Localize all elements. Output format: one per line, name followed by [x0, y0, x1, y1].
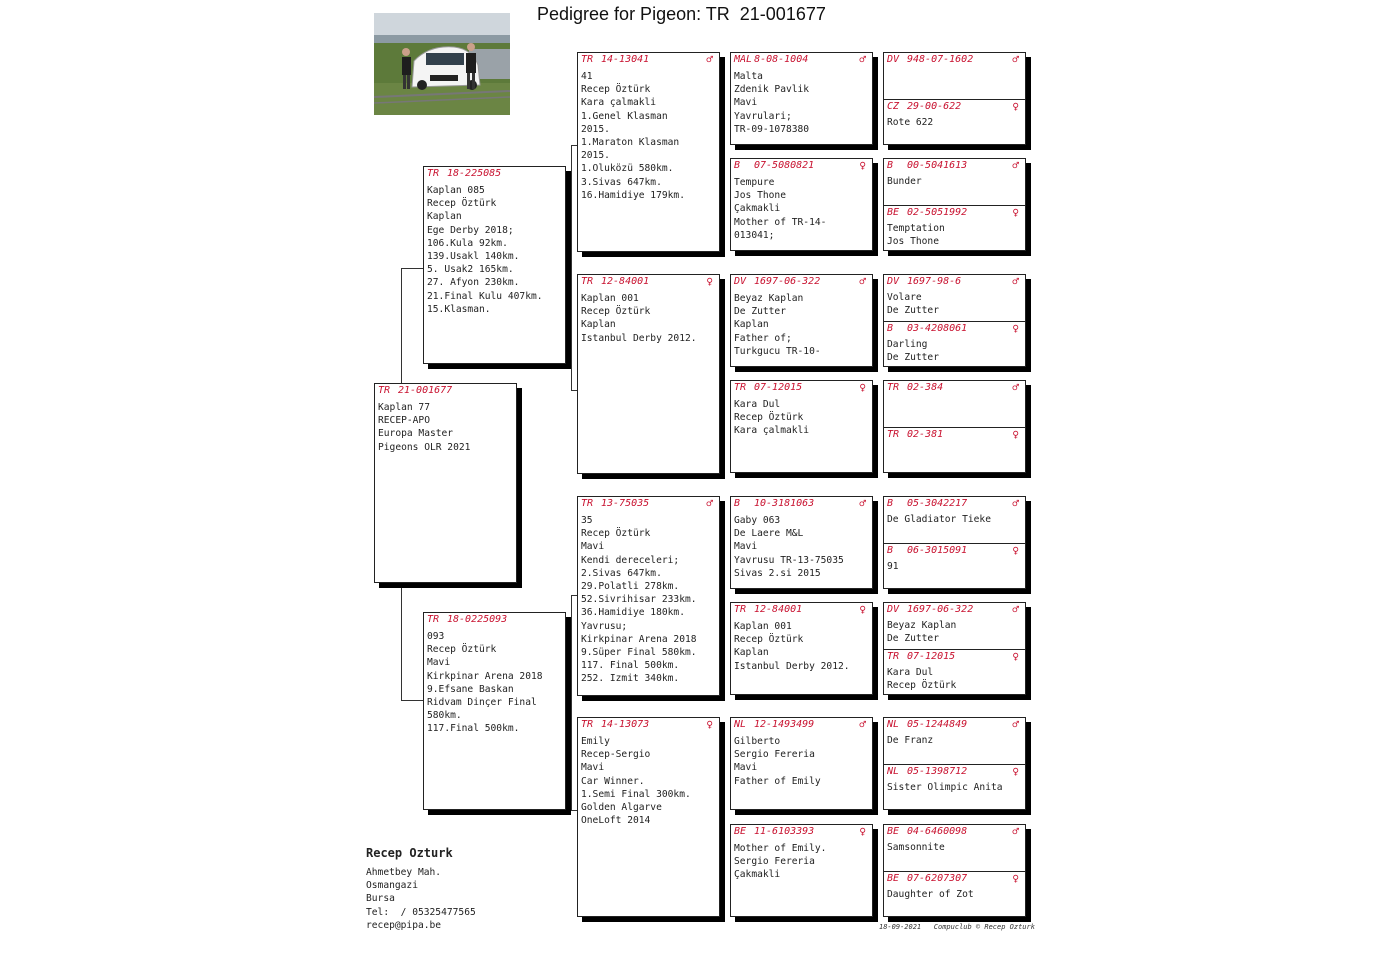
owner-address-line: Osmangazi [366, 880, 418, 892]
pedigree-box-sire [423, 166, 566, 364]
footer-credit: 18-09-2021 Compuclub © Recep Ozturk [879, 923, 1035, 931]
female-icon: ♀ [1012, 322, 1019, 335]
pedigree-box-gen3: NL 12-1493499 ♂ Gilberto Sergio Fereria Mavi Father of Emily [730, 717, 873, 810]
male-icon: ♂ [859, 53, 866, 66]
pedigree-pair-gen4: B 05-3042217 ♂ De Gladiator Tieke B 06-3015091 ♀ 91 [883, 496, 1026, 589]
pedigree-box-gen3: B 10-3181063 ♂ Gaby 063 De Laere M&L Mavi Yavrusu TR-13-75035 Sivas 2.si 2015 [730, 496, 873, 589]
female-icon: ♀ [1012, 765, 1019, 778]
female-icon: ♀ [1012, 100, 1019, 113]
male-icon: ♂ [1012, 825, 1019, 838]
owner-name: Recep Ozturk [366, 846, 453, 860]
male-icon: ♂ [859, 497, 866, 510]
pedigree-box-dam-sire: TR 13-75035 ♂ 35 Recep Öztürk Mavi Kendi dereceleri; 2.Sivas 647km. 29.Polatli 278km. 52.Sivrihisar 233km. 36.Hamidiye 180km. Yavrusu; Kirkpinar Arena 2018 9.Süper Final 580km. 117. Final 500km. 252. Izmit 340km. [577, 496, 720, 696]
female-icon: ♀ [1012, 872, 1019, 885]
pigeon-details: Kaplan 085 Recep Öztürk Kaplan Ege Derby 2018; 106.Kula 92km. 139.Usakl 140km. 5. Usak2 165km. 27. Afyon 230km. 21.Final Kulu 407km. 15.Klasman. [427, 185, 543, 315]
ring-number: 21-001677 [398, 385, 453, 396]
male-icon: ♂ [1012, 381, 1019, 394]
female-icon: ♀ [859, 825, 866, 838]
pedigree-box-subject [374, 383, 517, 583]
owner-address-line: Ahmetbey Mah. [366, 867, 442, 878]
page-title: Pedigree for Pigeon: TR 21-001677 [537, 4, 826, 24]
connector-line [571, 145, 572, 390]
connector-line [401, 582, 402, 700]
male-icon: ♂ [706, 53, 713, 66]
pedigree-pair-gen4: DV 948-07-1602 ♂ CZ 29-00-622 ♀ Rote 622 [883, 52, 1026, 145]
pedigree-pair-gen4: DV 1697-98-6 ♂ Volare De Zutter B 03-4208061 ♀ Darling De Zutter [883, 274, 1026, 367]
pedigree-box-gen3: TR 07-12015 ♀ Kara Dul Recep Öztürk Kara çalmakli [730, 380, 873, 473]
female-icon: ♀ [859, 381, 866, 394]
pedigree-pair-gen4: DV 1697-06-322 ♂ Beyaz Kaplan De Zutter TR 07-12015 ♀ Kara Dul Recep Öztürk [883, 602, 1026, 695]
male-icon: ♂ [1012, 275, 1019, 288]
pedigree-box-dam [423, 612, 566, 810]
female-icon: ♀ [1012, 650, 1019, 663]
connector-line [401, 268, 423, 269]
male-icon: ♂ [1012, 159, 1019, 172]
female-icon: ♀ [859, 603, 866, 616]
male-icon: ♂ [706, 497, 713, 510]
male-icon: ♂ [1012, 603, 1019, 616]
pedigree-box-gen3: TR 12-84001 ♀ Kaplan 001 Recep Öztürk Kaplan Istanbul Derby 2012. [730, 602, 873, 695]
ring-header: TR 13-75035 ♂ [581, 497, 713, 510]
ring-header: TR 18-0225093 [427, 614, 508, 625]
male-icon: ♂ [859, 718, 866, 731]
male-icon: ♂ [859, 275, 866, 288]
male-icon: ♂ [1012, 497, 1019, 510]
female-icon: ♀ [1012, 544, 1019, 557]
pedigree-box-dam-dam: TR 14-13073 ♀ Emily Recep-Sergio Mavi Car Winner. 1.Semi Final 300km. Golden Algarve OneLoft 2014 [577, 717, 720, 917]
pedigree-box-sire-dam: TR 12-84001 ♀ Kaplan 001 Recep Öztürk Kaplan Istanbul Derby 2012. [577, 274, 720, 474]
pedigree-pair-gen4: NL 05-1244849 ♂ De Franz NL 05-1398712 ♀ Sister Olimpic Anita [883, 717, 1026, 810]
country-code: TR [378, 385, 391, 396]
male-icon: ♂ [1012, 53, 1019, 66]
owner-email[interactable]: recep@pipa.be [366, 919, 442, 931]
female-icon: ♀ [706, 275, 713, 288]
ring-header [375, 384, 516, 398]
connector-line [571, 595, 572, 810]
pedigree-box-gen3: B 07-5080821 ♀ Tempure Jos Thone Çakmakli Mother of TR-14- 013041; [730, 158, 873, 251]
pedigree-box-sire-sire: TR 14-13041 ♂ 41 Recep Öztürk Kara çalmakli 1.Genel Klasman 2015. 1.Maraton Klasman 2015. 1.Oluközü 580km. 3.Sivas 647km. 16.Hamidiye 179km. [577, 52, 720, 252]
owner-contact-block [366, 846, 476, 932]
female-icon: ♀ [1012, 206, 1019, 219]
pedigree-pair-gen4: B 00-5041613 ♂ Bunder BE 02-5051992 ♀ Temptation Jos Thone [883, 158, 1026, 251]
female-icon: ♀ [706, 718, 713, 731]
pedigree-box-gen3: DV 1697-06-322 ♂ Beyaz Kaplan De Zutter Kaplan Father of; Turkgucu TR-10- [730, 274, 873, 367]
pedigree-box-gen3: BE 11-6103393 ♀ Mother of Emily. Sergio Fereria Çakmakli [730, 824, 873, 917]
connector-line [401, 268, 402, 384]
pigeon-details: 093 Recep Öztürk Mavi Kirkpinar Arena 2018 9.Efsane Baskan Ridvam Dinçer Final 580km. 117.Final 500km. [427, 631, 543, 735]
pigeon-owner-photo [374, 13, 510, 115]
female-icon: ♀ [859, 159, 866, 172]
pedigree-pair-gen4: TR 02-384 ♂ TR 02-381 ♀ [883, 380, 1026, 473]
ring-header: TR 14-13041 ♂ [581, 53, 713, 66]
female-icon: ♀ [1012, 428, 1019, 441]
ring-header: TR 12-84001 ♀ [581, 275, 713, 288]
owner-phone: Tel: / 05325477565 [366, 906, 476, 918]
male-icon: ♂ [1012, 718, 1019, 731]
pedigree-box-gen3: MAL 8-08-1004 ♂ Malta Zdenik Pavlik Mavi Yavrulari; TR-09-1078380 [730, 52, 873, 145]
owner-address-line: Bursa [366, 893, 395, 905]
pedigree-pair-gen4: BE 04-6460098 ♂ Samsonnite BE 07-6207307 ♀ Daughter of Zot [883, 824, 1026, 917]
ring-header: TR 14-13073 ♀ [581, 718, 713, 731]
connector-line [401, 700, 423, 701]
ring-header: TR 18-225085 [427, 168, 502, 179]
pigeon-details: Kaplan 77 RECEP-APO Europa Master Pigeons OLR 2021 [378, 402, 471, 453]
